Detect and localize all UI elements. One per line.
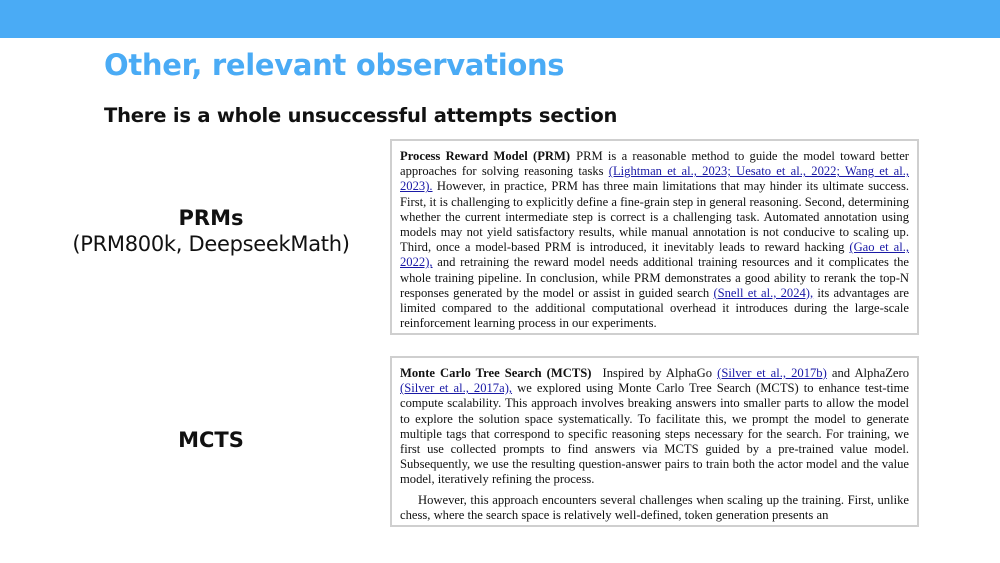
mcts-paragraph-1 [400,366,909,488]
mcts-label-block [60,428,362,452]
prm-label-block [60,206,362,256]
top-accent-bar [0,0,1000,38]
prm-text-4: its advantages are limited compared to the additional computational overhead it introduces during the large-scale reinforcement learning process in our experiments. [400,285,909,331]
prm-paper-excerpt [390,139,919,335]
mcts-label: MCTS [178,428,244,452]
mcts-citation-silver-2017b[interactable]: (Silver et al., 2017b) [717,366,827,380]
prm-sublabel: (PRM800k, DeepseekMath) [72,232,350,256]
prm-excerpt-heading: Process Reward Model (PRM) [400,149,571,163]
prm-paragraph [400,149,909,331]
mcts-text-3: we explored using Monte Carlo Tree Search (MCTS) to enhance test-time compute scalability. This approach involves breaking answers into smaller parts to allow the model to explore the solution space systematically. To facilitate this, we prompt the model to generate multiple tags that correspond to specific reasoning steps necessary for the search. For training, we first use collected prompts to find answers via MCTS guided by a pre-trained value model. Subsequently, we use the resulting question-answer pairs to train both the actor model and the value model, iteratively refining the process. [400,381,909,487]
mcts-text-2: and AlphaZero [826,366,909,380]
mcts-text-1: Inspired by AlphaGo [602,366,713,380]
prm-text-1: PRM is a reasonable method to guide the model toward better approaches for solving reasoning tasks [400,149,909,179]
prm-citation-gao[interactable]: (Gao et al., 2022), [400,240,909,270]
prm-citation-lightman[interactable]: (Lightman et al., 2023; Uesato et al., 2022; Wang et al., 2023). [400,164,910,194]
prm-label: PRMs [178,206,244,230]
slide-title: Other, relevant observations [104,48,565,82]
mcts-excerpt-heading: Monte Carlo Tree Search (MCTS) [400,366,592,380]
mcts-citation-silver-2017a[interactable]: (Silver et al., 2017a), [400,381,513,396]
slide-subtitle: There is a whole unsuccessful attempts section [104,104,618,127]
prm-citation-snell[interactable]: (Snell et al., 2024), [713,285,814,300]
mcts-paragraph-2: However, this approach encounters several challenges when scaling up the training. First, unlike chess, where the search space is relatively well-defined, token generation presents an [400,492,909,522]
mcts-paper-excerpt [390,356,919,527]
prm-text-2: However, in practice, PRM has three main limitations that may hinder its ultimate success. First, it is challenging to explicitly define a fine-grain step in general reasoning. Second, determining whether the current intermediate step is correct is a challenging task. Automated annotation using models may not yield satisfactory results, while manual annotation is not conducive to scaling up. Third, once a model-based PRM is introduced, it inevitably leads to reward hacking [400,179,909,255]
prm-text-3: and retraining the reward model needs additional training resources and it complicates the whole training pipeline. In conclusion, while PRM demonstrates a good ability to rerank the top-N responses generated by the model or assist in guided search [400,255,909,300]
